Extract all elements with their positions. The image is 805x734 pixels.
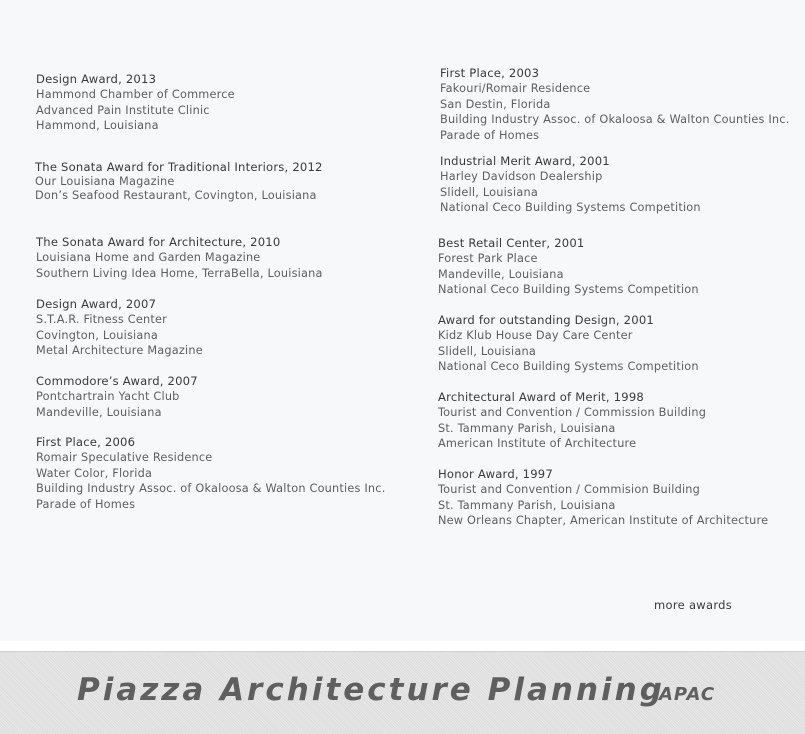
- award-line: Advanced Pain Institute Clinic: [36, 103, 210, 117]
- award-title: Architectural Award of Merit, 1998: [438, 390, 644, 404]
- award-line: Building Industry Assoc. of Okaloosa & Walton Counties Inc.: [440, 113, 790, 127]
- award-line: Mandeville, Louisiana: [36, 405, 162, 419]
- award-line: Louisiana Home and Garden Magazine: [36, 251, 261, 265]
- award-title: Industrial Merit Award, 2001: [440, 154, 610, 168]
- award-line: San Destin, Florida: [440, 97, 551, 111]
- award-line: Southern Living Idea Home, TerraBella, Louisiana: [36, 266, 323, 280]
- award-line: St. Tammany Parish, Louisiana: [438, 421, 616, 435]
- footer-brand-abbr: APAC: [659, 684, 716, 705]
- award-title: Design Award, 2013: [36, 72, 157, 86]
- award-line: National Ceco Building Systems Competition: [438, 360, 699, 374]
- award-line: St. Tammany Parish, Louisiana: [438, 498, 616, 512]
- award-line: Covington, Louisiana: [36, 328, 158, 342]
- award-line: Kidz Klub House Day Care Center: [438, 329, 633, 343]
- award-sonata-interiors-2012: [35, 160, 323, 202]
- award-first-place-2003: [440, 66, 790, 143]
- award-title: The Sonata Award for Architecture, 2010: [36, 235, 281, 249]
- award-outstanding-design-2001: [438, 313, 699, 375]
- award-line: Harley Davidson Dealership: [440, 170, 603, 184]
- award-title: The Sonata Award for Traditional Interiors, 2012: [35, 160, 323, 174]
- award-title: First Place, 2006: [36, 435, 136, 449]
- award-line: Hammond, Louisiana: [36, 119, 159, 133]
- award-line: American Institute of Architecture: [438, 437, 637, 451]
- award-line: National Ceco Building Systems Competition: [440, 201, 701, 215]
- award-line: Building Industry Assoc. of Okaloosa & Walton Counties Inc.: [36, 482, 386, 496]
- award-line: Hammond Chamber of Commerce: [36, 88, 235, 102]
- award-design-2013: [36, 72, 235, 134]
- award-title: Design Award, 2007: [36, 297, 157, 311]
- award-line: S.T.A.R. Fitness Center: [36, 313, 167, 327]
- award-design-2007: [36, 297, 203, 359]
- award-first-place-2006: [36, 435, 386, 512]
- award-line: National Ceco Building Systems Competition: [438, 283, 699, 297]
- award-line: Slidell, Louisiana: [438, 344, 536, 358]
- award-line: Our Louisiana Magazine: [35, 175, 175, 188]
- award-architectural-merit-1998: [438, 390, 706, 452]
- award-best-retail-2001: [438, 236, 699, 298]
- award-title: Best Retail Center, 2001: [438, 236, 585, 250]
- award-title: Honor Award, 1997: [438, 467, 553, 481]
- award-line: Fakouri/Romair Residence: [440, 82, 591, 96]
- award-title: Commodore’s Award, 2007: [36, 374, 198, 388]
- award-title: First Place, 2003: [440, 66, 540, 80]
- award-honor-1997: [438, 467, 768, 529]
- award-sonata-architecture-2010: [36, 235, 323, 281]
- award-title: Award for outstanding Design, 2001: [438, 313, 654, 327]
- award-line: Tourist and Convention / Commision Building: [438, 483, 701, 497]
- award-commodore-2007: [36, 374, 198, 420]
- award-line: Pontchartrain Yacht Club: [36, 390, 180, 404]
- footer-brand-name: Piazza Architecture Planning: [77, 672, 665, 708]
- award-line: Slidell, Louisiana: [440, 185, 538, 199]
- award-line: Forest Park Place: [438, 252, 538, 266]
- award-line: Tourist and Convention / Commission Building: [438, 406, 707, 420]
- award-line: Don’s Seafood Restaurant, Covington, Louisiana: [35, 188, 317, 202]
- award-line: Metal Architecture Magazine: [36, 344, 203, 358]
- award-line: New Orleans Chapter, American Institute of Architecture: [438, 514, 769, 528]
- award-line: Water Color, Florida: [36, 466, 153, 480]
- award-line: Romair Speculative Residence: [36, 451, 213, 465]
- award-industrial-merit-2001: [440, 154, 701, 216]
- more-awards-link[interactable]: more awards: [654, 598, 733, 612]
- award-line: Mandeville, Louisiana: [438, 267, 564, 281]
- award-line: Parade of Homes: [36, 497, 136, 511]
- award-line: Parade of Homes: [440, 128, 540, 142]
